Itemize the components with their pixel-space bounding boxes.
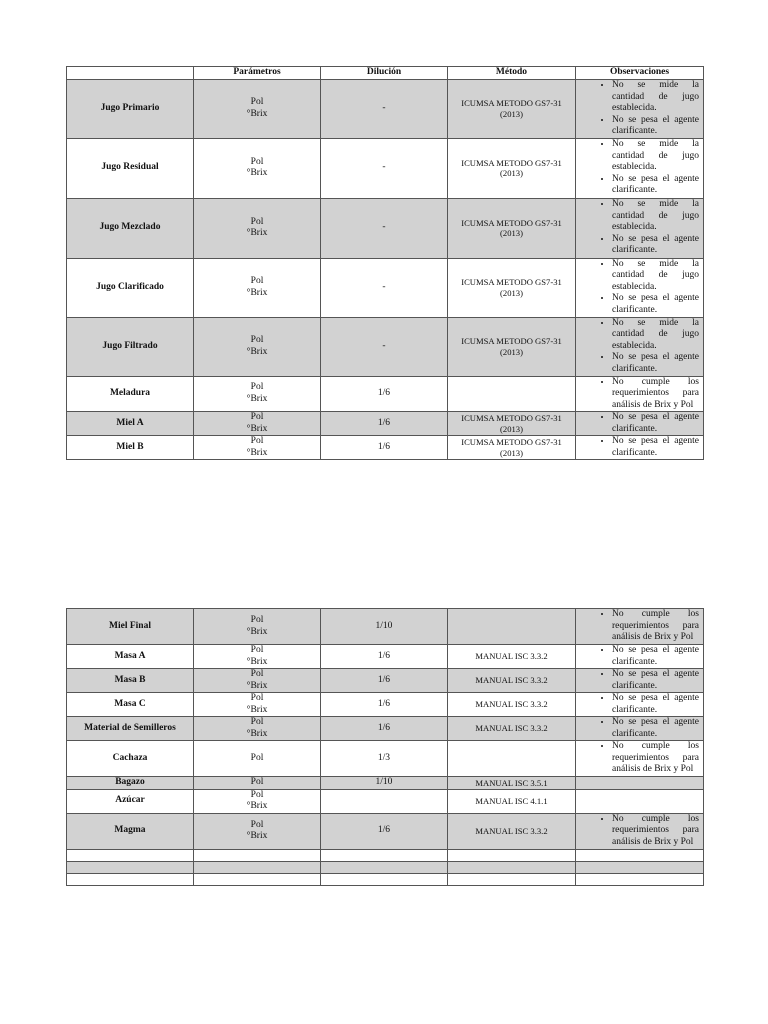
sample-name: Meladura	[67, 376, 194, 412]
parametro-value: Pol	[250, 615, 264, 625]
parametro-value: °Brix	[246, 393, 268, 404]
dilucion-value: 1/3	[321, 741, 448, 777]
observaciones-cell	[576, 317, 704, 376]
metodo-line: ICUMSA METODO GS7-31	[461, 336, 562, 346]
parametro-value: Pol	[250, 819, 264, 830]
metodo-cell	[448, 138, 576, 198]
metodo-cell	[448, 741, 576, 777]
parametros-cell	[194, 861, 321, 873]
metodo-line: ICUMSA METODO GS7-31	[461, 437, 562, 447]
dilucion-value: 1/10	[321, 609, 448, 645]
parametros-cell	[194, 317, 321, 376]
observaciones-cell	[576, 669, 704, 693]
table-row	[67, 873, 704, 885]
metodo-cell	[448, 376, 576, 412]
parametro-value: Pol	[250, 335, 264, 345]
metodo-cell	[448, 198, 576, 258]
metodo-cell	[448, 861, 576, 873]
observacion-item: • No se pesa el agente clarificante.	[612, 693, 699, 716]
parametros-cell	[194, 849, 321, 861]
observacion-item: • No se pesa el agente clarificante.	[612, 234, 699, 257]
metodo-cell	[448, 669, 576, 693]
metodo-cell	[448, 317, 576, 376]
metodo-line: ICUMSA METODO GS7-31	[461, 98, 562, 109]
observaciones-cell	[576, 741, 704, 777]
parametros-cell	[194, 376, 321, 412]
parametros-cell	[194, 609, 321, 645]
parametro-value: °Brix	[246, 168, 268, 178]
header-metodo: Método	[448, 67, 576, 80]
metodo-line: (2013)	[500, 346, 523, 357]
observacion-item: • No se pesa el agente clarificante.	[612, 436, 699, 459]
table-row	[67, 789, 704, 813]
sample-name: Material de Semilleros	[67, 717, 194, 741]
metodo-line: (2013)	[500, 108, 523, 119]
sample-name: Jugo Filtrado	[67, 317, 194, 376]
metodo-cell	[448, 849, 576, 861]
observaciones-list	[576, 693, 703, 716]
observaciones-cell	[576, 258, 704, 317]
observaciones-list	[576, 814, 703, 849]
dilucion-value: 1/6	[321, 412, 448, 436]
table-row	[67, 861, 704, 873]
observaciones-list	[576, 318, 703, 376]
parametros-cell	[194, 669, 321, 693]
parametro-value: °Brix	[246, 680, 268, 691]
metodo-cell	[448, 436, 576, 460]
observacion-item: • No se pesa el agente clarificante.	[612, 293, 699, 316]
table-row	[67, 198, 704, 258]
dilucion-value: 1/6	[321, 717, 448, 741]
observaciones-cell	[576, 717, 704, 741]
sample-name: Jugo Primario	[67, 80, 194, 139]
observaciones-cell	[576, 80, 704, 139]
table-row	[67, 436, 704, 460]
dilucion-value	[321, 849, 448, 861]
parametros-cell	[194, 436, 321, 460]
observacion-item: • No se pesa el agente clarificante.	[612, 115, 699, 138]
metodo-line: ICUMSA METODO GS7-31	[461, 217, 562, 228]
parametro-value: Pol	[250, 789, 264, 800]
table-row	[67, 669, 704, 693]
table-row	[67, 645, 704, 669]
metodo-line: MANUAL ISC 4.1.1	[475, 795, 548, 806]
observaciones-cell	[576, 861, 704, 873]
dilucion-value: 1/6	[321, 436, 448, 460]
sample-name: Bagazo	[67, 777, 194, 790]
parametro-value: °Brix	[246, 228, 268, 238]
observaciones-list	[576, 80, 703, 138]
header-observaciones: Observaciones	[576, 67, 704, 80]
dilucion-value: -	[321, 138, 448, 198]
parametro-value: Pol	[250, 156, 264, 167]
metodo-line: MANUAL ISC 3.3.2	[475, 699, 548, 710]
metodo-line: (2013)	[500, 423, 523, 434]
observaciones-list	[576, 259, 703, 317]
table-row	[67, 777, 704, 790]
analysis-table-page-1	[66, 66, 704, 460]
metodo-cell	[448, 645, 576, 669]
table-row	[67, 317, 704, 376]
table-row	[67, 412, 704, 436]
sample-name: Masa B	[67, 669, 194, 693]
parametro-value: °Brix	[246, 801, 268, 811]
sample-name: Miel Final	[67, 609, 194, 645]
sample-name: Miel A	[67, 412, 194, 436]
parametro-value: °Brix	[246, 831, 268, 841]
observaciones-list	[576, 741, 703, 776]
table-row	[67, 138, 704, 198]
observaciones-list	[576, 199, 703, 257]
parametro-value: Pol	[250, 97, 264, 108]
observaciones-cell	[576, 789, 704, 813]
metodo-cell	[448, 813, 576, 849]
metodo-line: (2013)	[500, 287, 523, 298]
parametros-cell	[194, 645, 321, 669]
parametros-cell	[194, 80, 321, 139]
sample-name: Jugo Clarificado	[67, 258, 194, 317]
parametro-value: Pol	[250, 752, 264, 763]
metodo-cell	[448, 609, 576, 645]
dilucion-value: 1/6	[321, 669, 448, 693]
parametro-value: °Brix	[246, 626, 268, 637]
dilucion-value	[321, 873, 448, 885]
dilucion-value: -	[321, 258, 448, 317]
observaciones-list	[576, 436, 703, 459]
observaciones-cell	[576, 873, 704, 885]
observacion-item: • No se mide la cantidad de jugo establecida.	[612, 259, 699, 294]
observaciones-cell	[576, 609, 704, 645]
parametro-value: °Brix	[246, 287, 268, 298]
observaciones-list	[576, 412, 703, 435]
table-row	[67, 80, 704, 139]
dilucion-value: 1/6	[321, 693, 448, 717]
table-body-2	[67, 609, 704, 886]
table-row	[67, 741, 704, 777]
metodo-line: MANUAL ISC 3.3.2	[475, 825, 548, 836]
metodo-line: MANUAL ISC 3.3.2	[475, 651, 548, 662]
parametro-value: Pol	[250, 693, 264, 703]
observacion-item: • No cumple los requerimientos para análisis de Brix y Pol	[612, 609, 699, 644]
parametro-value: °Brix	[246, 704, 268, 715]
header-dilucion: Dilución	[321, 67, 448, 80]
sample-name	[67, 849, 194, 861]
table-row	[67, 693, 704, 717]
metodo-cell	[448, 777, 576, 790]
parametro-value: Pol	[250, 717, 264, 727]
parametros-cell	[194, 693, 321, 717]
sample-name: Magma	[67, 813, 194, 849]
table-body-1	[67, 80, 704, 460]
observaciones-cell	[576, 645, 704, 669]
observaciones-cell	[576, 412, 704, 436]
sample-name: Miel B	[67, 436, 194, 460]
observaciones-cell	[576, 198, 704, 258]
parametro-value: Pol	[250, 216, 264, 227]
dilucion-value	[321, 789, 448, 813]
observacion-item: • No se mide la cantidad de jugo establecida.	[612, 318, 699, 353]
observaciones-list	[576, 717, 703, 740]
observacion-item: • No se pesa el agente clarificante.	[612, 669, 699, 692]
metodo-line: (2013)	[500, 168, 523, 178]
parametro-value: Pol	[250, 276, 264, 286]
parametro-value: °Brix	[246, 108, 268, 119]
parametro-value: °Brix	[246, 423, 268, 434]
observaciones-list	[576, 645, 703, 668]
parametro-value: °Brix	[246, 728, 268, 739]
sample-name	[67, 873, 194, 885]
dilucion-value: -	[321, 317, 448, 376]
table-row	[67, 609, 704, 645]
metodo-line: ICUMSA METODO GS7-31	[461, 277, 562, 287]
observacion-item: • No se mide la cantidad de jugo establecida.	[612, 80, 699, 115]
observaciones-cell	[576, 138, 704, 198]
parametro-value: °Brix	[246, 447, 268, 458]
observaciones-cell	[576, 693, 704, 717]
parametros-cell	[194, 777, 321, 790]
metodo-line: MANUAL ISC 3.3.2	[475, 675, 548, 686]
table-row	[67, 717, 704, 741]
parametro-value: Pol	[250, 669, 264, 679]
observaciones-cell	[576, 849, 704, 861]
observacion-item: • No cumple los requerimientos para análisis de Brix y Pol	[612, 741, 699, 776]
dilucion-value: -	[321, 198, 448, 258]
table-row	[67, 258, 704, 317]
sample-name: Jugo Mezclado	[67, 198, 194, 258]
parametro-value: °Brix	[246, 656, 268, 667]
dilucion-value: 1/6	[321, 813, 448, 849]
metodo-line: (2013)	[500, 447, 523, 458]
observacion-item: • No se pesa el agente clarificante.	[612, 174, 699, 197]
sample-name: Cachaza	[67, 741, 194, 777]
observacion-item: • No cumple los requerimientos para análisis de Brix y Pol	[612, 814, 699, 849]
parametros-cell	[194, 138, 321, 198]
metodo-line: MANUAL ISC 3.5.1	[475, 777, 548, 788]
table-header-row	[67, 67, 704, 80]
sample-name: Jugo Residual	[67, 138, 194, 198]
parametros-cell	[194, 813, 321, 849]
parametros-cell	[194, 789, 321, 813]
metodo-cell	[448, 789, 576, 813]
observaciones-cell	[576, 813, 704, 849]
observacion-item: • No se mide la cantidad de jugo establecida.	[612, 139, 699, 174]
observacion-item: • No se pesa el agente clarificante.	[612, 717, 699, 740]
metodo-cell	[448, 717, 576, 741]
table-row	[67, 849, 704, 861]
parametros-cell	[194, 717, 321, 741]
observacion-item: • No se mide la cantidad de jugo establecida.	[612, 199, 699, 234]
sample-name: Masa A	[67, 645, 194, 669]
dilucion-value: 1/6	[321, 376, 448, 412]
metodo-cell	[448, 693, 576, 717]
parametro-value: Pol	[250, 777, 264, 787]
metodo-line: ICUMSA METODO GS7-31	[461, 157, 562, 168]
metodo-cell	[448, 873, 576, 885]
sample-name: Azúcar	[67, 789, 194, 813]
metodo-line: ICUMSA METODO GS7-31	[461, 413, 562, 423]
parametros-cell	[194, 873, 321, 885]
observacion-item: • No se pesa el agente clarificante.	[612, 412, 699, 435]
parametro-value: Pol	[250, 382, 264, 393]
observacion-item: • No se pesa el agente clarificante.	[612, 352, 699, 375]
dilucion-value: 1/10	[321, 777, 448, 790]
sample-name: Masa C	[67, 693, 194, 717]
observaciones-cell	[576, 436, 704, 460]
observaciones-list	[576, 139, 703, 197]
metodo-line: MANUAL ISC 3.3.2	[475, 723, 548, 734]
table-row	[67, 376, 704, 412]
observaciones-list	[576, 669, 703, 692]
parametros-cell	[194, 741, 321, 777]
parametro-value: °Brix	[246, 346, 268, 357]
observaciones-list	[576, 377, 703, 412]
metodo-line: (2013)	[500, 228, 523, 238]
parametro-value: Pol	[250, 412, 264, 422]
table-row	[67, 813, 704, 849]
parametros-cell	[194, 258, 321, 317]
metodo-cell	[448, 80, 576, 139]
metodo-cell	[448, 258, 576, 317]
observacion-item: • No cumple los requerimientos para análisis de Brix y Pol	[612, 377, 699, 412]
parametros-cell	[194, 198, 321, 258]
header-blank	[67, 67, 194, 80]
dilucion-value: 1/6	[321, 645, 448, 669]
observaciones-cell	[576, 376, 704, 412]
parametros-cell	[194, 412, 321, 436]
dilucion-value	[321, 861, 448, 873]
dilucion-value: -	[321, 80, 448, 139]
observaciones-list	[576, 609, 703, 644]
metodo-cell	[448, 412, 576, 436]
header-parametros: Parámetros	[194, 67, 321, 80]
parametro-value: Pol	[250, 436, 264, 446]
parametro-value: Pol	[250, 645, 264, 655]
observaciones-cell	[576, 777, 704, 790]
sample-name	[67, 861, 194, 873]
observacion-item: • No se pesa el agente clarificante.	[612, 645, 699, 668]
analysis-table-page-2	[66, 608, 704, 886]
